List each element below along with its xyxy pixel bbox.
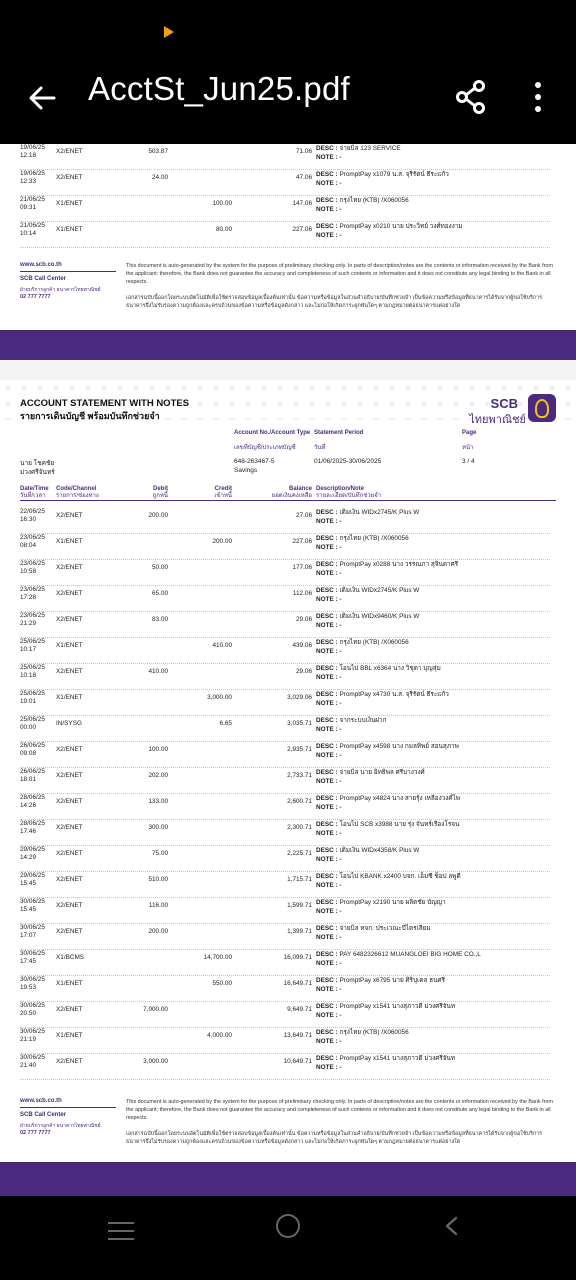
col-credit: Credit เข้าหนี้ bbox=[214, 486, 232, 499]
table-row bbox=[0, 794, 576, 820]
row-description: DESC : PAY 6482326612 MUANGLOEI BIG HOME CO.,L NOTE : - bbox=[316, 951, 481, 967]
account-type: Savings bbox=[234, 467, 258, 474]
row-description: DESC : กรุงไทย (KTB) /X060056 NOTE : - bbox=[316, 535, 409, 551]
row-datetime: 25/06/25 00:00 bbox=[20, 716, 45, 731]
col-code: Code/Channel รายการ/ช่องทาง bbox=[56, 486, 99, 499]
row-balance: 2,600.71 bbox=[287, 798, 312, 805]
table-row bbox=[0, 950, 576, 976]
row-description: DESC : PromptPay x4824 นาง สายรุ้ง เหลืองวงศ์ไพ NOTE : - bbox=[316, 795, 460, 811]
row-balance: 3,035.71 bbox=[287, 720, 312, 727]
statement-header bbox=[0, 380, 576, 490]
page-footer-band bbox=[0, 1162, 576, 1196]
row-datetime: 21/06/25 10:14 bbox=[20, 222, 45, 237]
table-row bbox=[0, 534, 576, 560]
statement-title-th: รายการเดินบัญชี พร้อมบันทึกช่วยจำ bbox=[20, 411, 160, 421]
row-datetime: 28/06/25 17:46 bbox=[20, 820, 45, 835]
row-code: X2/ENET bbox=[56, 824, 83, 831]
table-row bbox=[0, 1002, 576, 1028]
page-label: Page bbox=[462, 430, 477, 436]
row-credit: 6.65 bbox=[219, 720, 232, 727]
period-label-th: วันที่ bbox=[314, 445, 326, 451]
row-credit: 200.00 bbox=[212, 538, 232, 545]
header-divider bbox=[20, 500, 556, 501]
row-balance: 29.06 bbox=[296, 668, 312, 675]
row-debit: 116.00 bbox=[148, 902, 168, 909]
col-date: Date/Time วันที่/เวลา bbox=[20, 486, 49, 499]
page-number: 3 / 4 bbox=[462, 458, 475, 465]
row-balance: 147.06 bbox=[292, 200, 312, 207]
footer-callcenter: SCB Call Center bbox=[20, 1112, 67, 1118]
row-description: DESC : โอนไป KBANK x2400 บจก. เอ็มซี ช็อป ลพูดี NOTE : - bbox=[316, 873, 461, 889]
row-code: X1/BCMS bbox=[56, 954, 85, 961]
row-balance: 177.06 bbox=[292, 564, 312, 571]
row-code: X2/ENET bbox=[56, 564, 83, 571]
footer-disclaimer-th: เอกสารฉบับนี้ออกโดยระบบอัตโนมัติเพื่อใช้ตรวจสอบข้อมูลเบื้องต้นเท่านั้น ข้อความหรือข้อมูลในส่วนคำอธิบาย/บันทึกช่วยจำ เป็นข้อความหรือข้อมูลที่ธนาคารได้รับจากผู้ขอใช้บริการ ธนาคารจึงไม่รับรองความถูกต้องและครบถ้วนของข้อความหรือข้อมูลดังกล่าว และไม่ก่อให้เกิดภาระผูกพันใดๆ ตามกฎหมายต่อธนาคารแต่อย่างใด bbox=[126, 1131, 543, 1145]
row-balance: 439.06 bbox=[292, 642, 312, 649]
row-description: DESC : PromptPay x1541 นางสุภาวดี ม่วงศรีจันท NOTE : - bbox=[316, 1055, 456, 1071]
home-button[interactable] bbox=[276, 1214, 300, 1238]
row-code: X2/ENET bbox=[56, 902, 83, 909]
row-balance: 3,029.06 bbox=[287, 694, 312, 701]
row-datetime: 26/06/25 09:08 bbox=[20, 742, 45, 757]
col-debit: Debit ถูกหนี้ bbox=[152, 486, 168, 499]
row-datetime: 25/06/25 19:01 bbox=[20, 690, 45, 705]
row-credit: 80.00 bbox=[216, 226, 232, 233]
row-description: DESC : กรุงไทย (KTB) /X060056 NOTE : - bbox=[316, 197, 409, 213]
table-row bbox=[0, 690, 576, 716]
table-row bbox=[0, 170, 576, 196]
row-debit: 410.00 bbox=[148, 668, 168, 675]
row-code: X1/ENET bbox=[56, 200, 83, 207]
navigation-bar bbox=[0, 1196, 576, 1280]
back-arrow-icon[interactable] bbox=[26, 82, 58, 114]
row-code: IN/SYSG bbox=[56, 720, 82, 727]
row-balance: 1,599.71 bbox=[287, 902, 312, 909]
customer-name-2: ม่วงศรีจันทร์ bbox=[20, 469, 55, 476]
row-datetime: 19/06/25 12:18 bbox=[20, 144, 45, 159]
row-code: X1/ENET bbox=[56, 642, 83, 649]
row-datetime: 26/06/25 18:01 bbox=[20, 768, 45, 783]
row-code: X1/ENET bbox=[56, 538, 83, 545]
page-footer bbox=[0, 262, 576, 330]
row-debit: 300.00 bbox=[148, 824, 168, 831]
row-debit: 510.00 bbox=[148, 876, 168, 883]
row-balance: 29.06 bbox=[296, 616, 312, 623]
row-code: X1/ENET bbox=[56, 694, 83, 701]
row-datetime: 28/06/25 14:26 bbox=[20, 794, 45, 809]
row-debit: 75.00 bbox=[152, 850, 168, 857]
table-row bbox=[0, 924, 576, 950]
footer-website[interactable]: www.scb.co.th bbox=[20, 1098, 62, 1104]
row-credit: 14,700.00 bbox=[203, 954, 232, 961]
statement-title-en: ACCOUNT STATEMENT WITH NOTES bbox=[20, 398, 190, 409]
row-code: X2/ENET bbox=[56, 512, 83, 519]
row-description: DESC : เติมเงิน WIDx2745/K Plus W NOTE : - bbox=[316, 509, 420, 525]
row-debit: 24.00 bbox=[152, 174, 168, 181]
table-row bbox=[0, 898, 576, 924]
table-row bbox=[0, 716, 576, 742]
row-description: DESC : PromptPay x0288 นาง วรรณภา สุจินดาศรี NOTE : - bbox=[316, 561, 459, 577]
row-description: DESC : จ่ายบิล นาย อิทธิพล ศรีบางวงศ์ NOTE : - bbox=[316, 769, 425, 785]
table-row bbox=[0, 664, 576, 690]
row-code: X2/ENET bbox=[56, 148, 83, 155]
col-balance: Balance ยอดเงินคงเหลือ bbox=[271, 486, 312, 499]
row-code: X2/ENET bbox=[56, 1058, 83, 1065]
footer-phone: 02 777 7777 bbox=[20, 294, 51, 300]
share-icon[interactable] bbox=[455, 80, 487, 114]
row-balance: 1,715.71 bbox=[287, 876, 312, 883]
row-description: DESC : PromptPay x6795 นาย ศิริบุเคล ธนศรี NOTE : - bbox=[316, 977, 445, 993]
row-balance: 2,935.71 bbox=[287, 746, 312, 753]
account-no-label: Account No./Account Type bbox=[234, 430, 311, 436]
row-debit: 133.00 bbox=[148, 798, 168, 805]
row-balance: 1,399.71 bbox=[287, 928, 312, 935]
row-description: DESC : กรุงไทย (KTB) /X060056 NOTE : - bbox=[316, 1029, 409, 1045]
table-row bbox=[0, 560, 576, 586]
scb-logo bbox=[468, 394, 556, 424]
footer-divider bbox=[20, 1107, 116, 1108]
brand-name-en: SCB bbox=[490, 396, 518, 411]
row-code: X2/ENET bbox=[56, 772, 83, 779]
page-footer-band bbox=[0, 330, 576, 360]
row-datetime: 30/06/25 17:07 bbox=[20, 924, 45, 939]
row-divider bbox=[20, 247, 550, 248]
row-credit: 550.00 bbox=[212, 980, 232, 987]
row-description: DESC : PromptPay x1541 นางสุภาวดี ม่วงศรีจันท NOTE : - bbox=[316, 1003, 456, 1019]
document-title: AcctSt_Jun25.pdf bbox=[88, 70, 350, 107]
row-datetime: 19/06/25 12:33 bbox=[20, 170, 45, 185]
row-balance: 2,733.71 bbox=[287, 772, 312, 779]
row-description: DESC : เติมเงิน WIDx4358/K Plus W NOTE : - bbox=[316, 847, 420, 863]
table-row bbox=[0, 1054, 576, 1080]
table-row bbox=[0, 612, 576, 638]
row-datetime: 30/06/25 17:45 bbox=[20, 950, 45, 965]
row-debit: 200.00 bbox=[148, 928, 168, 935]
row-debit: 200.00 bbox=[148, 512, 168, 519]
row-code: X2/ENET bbox=[56, 876, 83, 883]
row-description: DESC : PromptPay x4730 น.ส. จุรีรัตน์ ธีระแก้ว NOTE : - bbox=[316, 691, 449, 707]
row-code: X2/ENET bbox=[56, 1006, 83, 1013]
table-row bbox=[0, 638, 576, 664]
row-balance: 227.06 bbox=[292, 538, 312, 545]
row-datetime: 30/06/25 21:40 bbox=[20, 1054, 45, 1069]
row-datetime: 23/06/25 10:58 bbox=[20, 560, 45, 575]
footer-website[interactable]: www.scb.co.th bbox=[20, 262, 62, 268]
row-code: X2/ENET bbox=[56, 616, 83, 623]
period-label: Statement Period bbox=[314, 430, 364, 436]
row-description: DESC : กรุงไทย (KTB) /X060056 NOTE : - bbox=[316, 639, 409, 655]
table-row bbox=[0, 846, 576, 872]
row-balance: 47.06 bbox=[296, 174, 312, 181]
row-datetime: 23/06/25 08:04 bbox=[20, 534, 45, 549]
row-description: DESC : PromptPay x4598 นาง กมลทิพย์ สอนสุภาพ NOTE : - bbox=[316, 743, 459, 759]
row-code: X1/ENET bbox=[56, 1032, 83, 1039]
row-credit: 100.00 bbox=[212, 200, 232, 207]
footer-callcenter: SCB Call Center bbox=[20, 276, 67, 282]
row-datetime: 30/06/25 19:53 bbox=[20, 976, 45, 991]
brand-name-th: ไทยพาณิชย์ bbox=[469, 414, 526, 426]
row-divider bbox=[20, 1079, 550, 1080]
footer-callcenter-th: ฝ่ายบริการลูกค้า ธนาคารไทยพาณิชย์ bbox=[20, 287, 101, 293]
pdf-page-3 bbox=[0, 380, 576, 1162]
toolbar bbox=[0, 60, 576, 144]
row-balance: 10,649.71 bbox=[283, 1058, 312, 1065]
row-description: DESC : PromptPay x1079 น.ส. จุรีรัตน์ ธีระแก้ว NOTE : - bbox=[316, 171, 449, 187]
footer-callcenter-th: ฝ่ายบริการลูกค้า ธนาคารไทยพาณิชย์ bbox=[20, 1123, 101, 1129]
row-debit: 100.00 bbox=[148, 746, 168, 753]
table-row bbox=[0, 872, 576, 898]
recent-apps-button[interactable] bbox=[108, 1222, 134, 1242]
row-datetime: 21/06/25 09:31 bbox=[20, 196, 45, 211]
row-description: DESC : โอนไป BBL x6364 นาง วิชุดา บุญสุ่ม NOTE : - bbox=[316, 665, 441, 681]
row-balance: 16,649.71 bbox=[283, 980, 312, 987]
table-row bbox=[0, 976, 576, 1002]
row-description: DESC : เติมเงิน WIDx2745/K Plus W NOTE : - bbox=[316, 587, 420, 603]
status-bar bbox=[0, 0, 576, 60]
row-datetime: 29/06/25 15:45 bbox=[20, 872, 45, 887]
row-code: X1/ENET bbox=[56, 980, 83, 987]
row-debit: 50.00 bbox=[152, 564, 168, 571]
row-debit: 65.00 bbox=[152, 590, 168, 597]
row-debit: 202.00 bbox=[148, 772, 168, 779]
row-code: X2/ENET bbox=[56, 798, 83, 805]
row-balance: 2,225.71 bbox=[287, 850, 312, 857]
row-credit: 4,000.00 bbox=[207, 1032, 232, 1039]
row-debit: 3,000.00 bbox=[143, 1058, 168, 1065]
row-description: DESC : จ่ายบิล หจก. ประเวณะบีไตรเลียม NOTE : - bbox=[316, 925, 431, 941]
table-row bbox=[0, 820, 576, 846]
row-description: DESC : PromptPay x0210 นาย ประวิทย์ วงศ์ทองงาม NOTE : - bbox=[316, 223, 463, 239]
nav-back-icon[interactable] bbox=[442, 1216, 462, 1236]
account-no-label-th: เลขที่บัญชี/ประเภทบัญชี bbox=[234, 445, 296, 451]
page-footer bbox=[0, 1098, 576, 1162]
row-description: DESC : จ่ายบิล 123 SERVICE NOTE : - bbox=[316, 145, 401, 161]
table-row bbox=[0, 1028, 576, 1054]
more-options-icon[interactable] bbox=[528, 80, 548, 114]
play-store-icon bbox=[164, 26, 174, 38]
table-row bbox=[0, 742, 576, 768]
statement-period: 01/06/2025-30/06/2025 bbox=[314, 458, 382, 465]
row-balance: 2,300.71 bbox=[287, 824, 312, 831]
footer-disclaimer-th: เอกสารฉบับนี้ออกโดยระบบอัตโนมัติเพื่อใช้ตรวจสอบข้อมูลเบื้องต้นเท่านั้น ข้อความหรือข้อมูลในส่วนคำอธิบาย/บันทึกช่วยจำ เป็นข้อความหรือข้อมูลที่ธนาคารได้รับจากผู้ขอใช้บริการ ธนาคารจึงไม่รับรองความถูกต้องและครบถ้วนของข้อความหรือข้อมูลดังกล่าว และไม่ก่อให้เกิดภาระผูกพันใดๆ ตามกฎหมายต่อธนาคารแต่อย่างใด bbox=[126, 295, 543, 309]
footer-disclaimer-en: This document is auto-generated by the system for the purpose of preliminary checking only. In parts of description/notes are the contents or information received by the Bank from the applicant; therefore, the Bank does not guarantee the accuracy and completeness of such contents or information and it does not constitute any legal binding to the Bank in all respects. bbox=[126, 263, 553, 285]
row-datetime: 30/06/25 20:50 bbox=[20, 1002, 45, 1017]
row-code: X2/ENET bbox=[56, 174, 83, 181]
row-balance: 112.06 bbox=[292, 590, 312, 597]
row-code: X2/ENET bbox=[56, 590, 83, 597]
row-code: X2/ENET bbox=[56, 668, 83, 675]
row-code: X1/ENET bbox=[56, 226, 83, 233]
row-datetime: 23/06/25 17:28 bbox=[20, 586, 45, 601]
account-number: 648-263467-5 bbox=[234, 458, 275, 465]
row-datetime: 29/06/25 14:29 bbox=[20, 846, 45, 861]
table-row bbox=[0, 196, 576, 222]
scb-emblem-icon bbox=[528, 394, 556, 422]
row-datetime: 23/06/25 21:29 bbox=[20, 612, 45, 627]
row-balance: 27.06 bbox=[296, 512, 312, 519]
row-debit: 503.87 bbox=[148, 148, 168, 155]
col-desc: Description/Note รายละเอียด/บันทึกช่วยจำ bbox=[316, 486, 382, 499]
row-datetime: 30/06/25 15:45 bbox=[20, 898, 45, 913]
row-debit: 7,000.00 bbox=[143, 1006, 168, 1013]
row-balance: 71.06 bbox=[296, 148, 312, 155]
row-datetime: 25/06/25 10:18 bbox=[20, 664, 45, 679]
row-description: DESC : เติมเงิน WIDx9460/K Plus W NOTE : - bbox=[316, 613, 420, 629]
row-datetime: 30/06/25 21:19 bbox=[20, 1028, 45, 1043]
table-row bbox=[0, 508, 576, 534]
row-credit: 410.00 bbox=[212, 642, 232, 649]
table-row bbox=[0, 586, 576, 612]
row-balance: 13,649.71 bbox=[283, 1032, 312, 1039]
row-balance: 9,649.71 bbox=[287, 1006, 312, 1013]
row-datetime: 22/06/25 16:30 bbox=[20, 508, 45, 523]
row-debit: 83.00 bbox=[152, 616, 168, 623]
row-code: X2/ENET bbox=[56, 850, 83, 857]
row-code: X2/ENET bbox=[56, 928, 83, 935]
row-credit: 3,000.00 bbox=[207, 694, 232, 701]
row-description: DESC : โอนไป SCB x3988 นาย รุ่ง จันทร์เรืองโรจน NOTE : - bbox=[316, 821, 460, 837]
row-code: X2/ENET bbox=[56, 746, 83, 753]
table-row bbox=[0, 144, 576, 170]
footer-phone: 02 777 7777 bbox=[20, 1130, 51, 1136]
row-description: DESC : PromptPay x2190 นาย ผลิตชัย บัญญา NOTE : - bbox=[316, 899, 446, 915]
row-description: DESC : จากระบบเงินฝาก NOTE : - bbox=[316, 717, 387, 733]
customer-name-1: นาย โชคชัย bbox=[20, 460, 55, 467]
row-datetime: 25/06/25 10:17 bbox=[20, 638, 45, 653]
footer-disclaimer-en: This document is auto-generated by the system for the purpose of preliminary checking only. In parts of description/notes are the contents or information received by the Bank from the applicant; therefore, the Bank does not guarantee the accuracy and completeness of such contents or information and it does not constitute any legal binding to the Bank in all respects. bbox=[126, 1099, 553, 1121]
table-row bbox=[0, 768, 576, 794]
page-gap bbox=[0, 360, 576, 380]
table-row bbox=[0, 222, 576, 248]
row-balance: 16,099.71 bbox=[283, 954, 312, 961]
row-balance: 227.06 bbox=[292, 226, 312, 233]
pdf-page-2 bbox=[0, 144, 576, 330]
footer-divider bbox=[20, 271, 116, 272]
page-label-th: หน้า bbox=[462, 445, 474, 451]
